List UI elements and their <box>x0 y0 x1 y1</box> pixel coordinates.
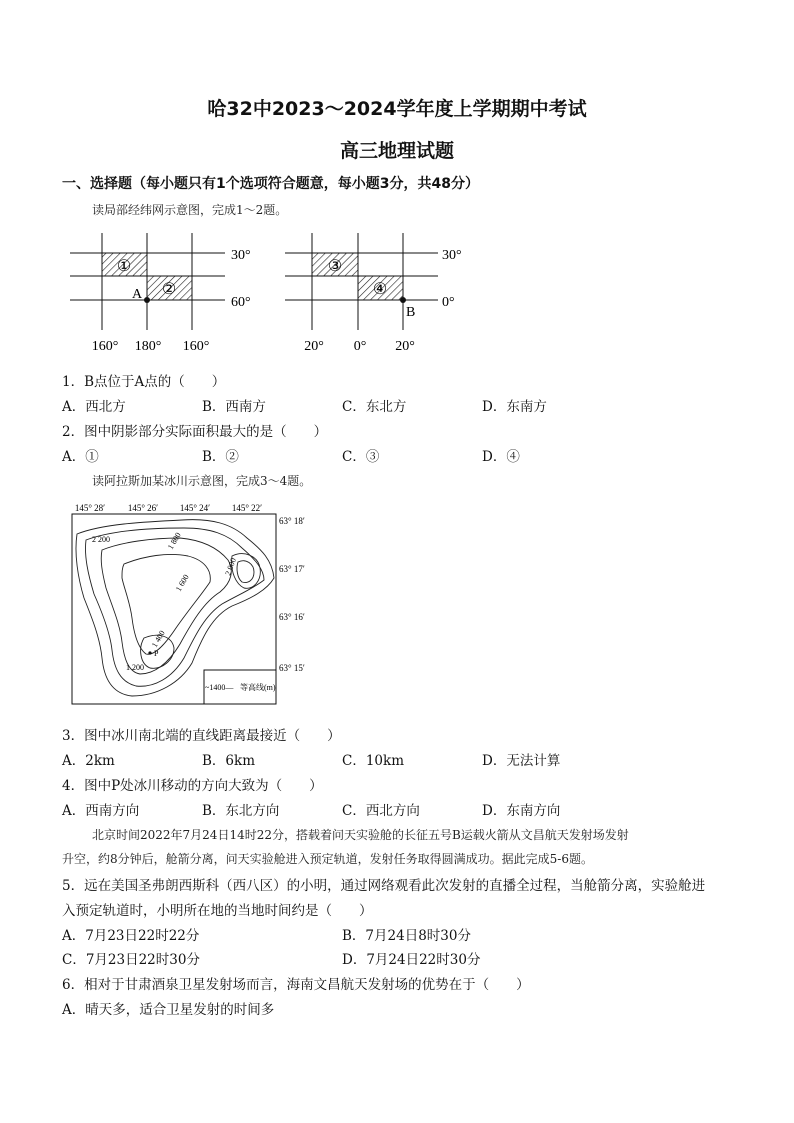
question-4-stem: 4．图中P处冰川移动的方向大致为（ ） <box>62 778 323 794</box>
box2-label: ② <box>161 281 177 298</box>
lon-label-4: 145° 22′ <box>231 503 263 513</box>
group3-intro-line1: 北京时间2022年7月24日14时22分，搭载着问天实验舱的长征五号B运载火箭从文昌航天发射场发射 <box>92 828 629 842</box>
box4-label: ④ <box>372 281 388 298</box>
question-2-stem: 2．图中阴影部分实际面积最大的是（ ） <box>62 424 328 440</box>
q4-option-d[interactable]: D．东南方向 <box>482 803 561 819</box>
glacier-map <box>62 498 322 708</box>
point-a-marker <box>144 297 150 303</box>
right-lon-3: 20° <box>395 339 415 354</box>
q4-option-c[interactable]: C．西北方向 <box>342 803 420 819</box>
lat-label-3: 63° 16′ <box>279 612 305 622</box>
contour-label-1200: 1 200 <box>126 663 144 672</box>
q5-option-d[interactable]: D．7月24日22时30分 <box>342 952 481 968</box>
left-lat-top: 30° <box>231 248 251 263</box>
point-p-marker <box>148 651 151 654</box>
contour-label-1800: 1 800 <box>165 530 183 551</box>
q3-option-d[interactable]: D．无法计算 <box>482 753 561 769</box>
legend-value: ~1400— <box>205 683 234 692</box>
question-3-stem: 3．图中冰川南北端的直线距离最接近（ ） <box>62 728 341 744</box>
q6-option-a[interactable]: A．晴天多，适合卫星发射的时间多 <box>62 1002 275 1018</box>
q1-option-d[interactable]: D．东南方 <box>482 399 547 415</box>
box1-label: ① <box>116 258 132 275</box>
lon-label-1: 145° 28′ <box>74 503 106 513</box>
lon-label-3: 145° 24′ <box>179 503 211 513</box>
left-lon-3: 160° <box>182 339 210 354</box>
group2-intro: 读阿拉斯加某冰川示意图，完成3～4题。 <box>92 474 312 488</box>
q4-option-a[interactable]: A．西南方向 <box>62 803 140 819</box>
q2-option-b[interactable]: B．② <box>202 449 239 465</box>
contour-label-1400: 1 400 <box>149 628 167 649</box>
point-b-label: B <box>406 305 416 320</box>
q1-option-c[interactable]: C．东北方 <box>342 399 407 415</box>
contour-label-2000: 2 000 <box>223 556 239 577</box>
lat-label-1: 63° 18′ <box>279 516 305 526</box>
lat-label-4: 63° 15′ <box>279 663 305 673</box>
contour-label-2200: 2 200 <box>92 535 110 544</box>
q2-option-d[interactable]: D．④ <box>482 449 520 465</box>
left-lat-bottom: 60° <box>231 295 251 310</box>
question-1-stem: 1．B点位于A点的（ ） <box>62 374 226 390</box>
q4-option-b[interactable]: B．东北方向 <box>202 803 280 819</box>
graticule-maps <box>60 228 480 358</box>
group1-intro: 读局部经纬网示意图，完成1～2题。 <box>92 203 288 217</box>
point-b-marker <box>400 297 406 303</box>
group3-intro-line2: 升空，约8分钟后，舱箭分离，问天实验舱进入预定轨道，发射任务取得圆满成功。据此完成5-6题。 <box>62 852 593 866</box>
right-lon-2: 0° <box>353 339 367 354</box>
right-lat-top: 30° <box>442 248 462 263</box>
point-a-label: A <box>132 287 143 302</box>
q5-option-c[interactable]: C．7月23日22时30分 <box>62 952 200 968</box>
contour-label-1600: 1 600 <box>173 572 191 593</box>
lon-label-2: 145° 26′ <box>127 503 159 513</box>
question-5-stem-line2: 入预定轨道时，小明所在地的当地时间约是（ ） <box>62 903 373 919</box>
lat-label-2: 63° 17′ <box>279 564 305 574</box>
question-5-stem-line1: 5．远在美国圣弗朗西斯科（西八区）的小明，通过网络观看此次发射的直播全过程，当舱箭分离，实验舱进 <box>62 878 706 894</box>
right-lon-1: 20° <box>304 339 324 354</box>
q5-option-b[interactable]: B．7月24日8时30分 <box>342 928 471 944</box>
point-p-label: P <box>154 649 159 658</box>
exam-title: 哈32中2023～2024学年度上学期期中考试 <box>207 98 587 120</box>
left-graticule <box>70 233 225 330</box>
q2-option-c[interactable]: C．③ <box>342 449 380 465</box>
question-6-stem: 6．相对于甘肃酒泉卫星发射场而言，海南文昌航天发射场的优势在于（ ） <box>62 977 530 993</box>
exam-subtitle: 高三地理试题 <box>339 140 454 162</box>
q3-option-b[interactable]: B．6km <box>202 753 255 769</box>
q1-option-a[interactable]: A．西北方 <box>62 399 126 415</box>
section-heading: 一、选择题（每小题只有1个选项符合题意，每小题3分，共48分） <box>62 176 479 192</box>
q1-option-b[interactable]: B．西南方 <box>202 399 266 415</box>
box3-label: ③ <box>327 258 343 275</box>
q3-option-c[interactable]: C．10km <box>342 753 404 769</box>
q2-option-a[interactable]: A．① <box>62 449 99 465</box>
q3-option-a[interactable]: A．2km <box>62 753 115 769</box>
left-lon-1: 160° <box>91 339 119 354</box>
left-lon-2: 180° <box>134 339 162 354</box>
q5-option-a[interactable]: A．7月23日22时22分 <box>62 928 200 944</box>
legend-text: 等高线(m) <box>240 683 276 692</box>
right-lat-bottom: 0° <box>442 295 455 310</box>
